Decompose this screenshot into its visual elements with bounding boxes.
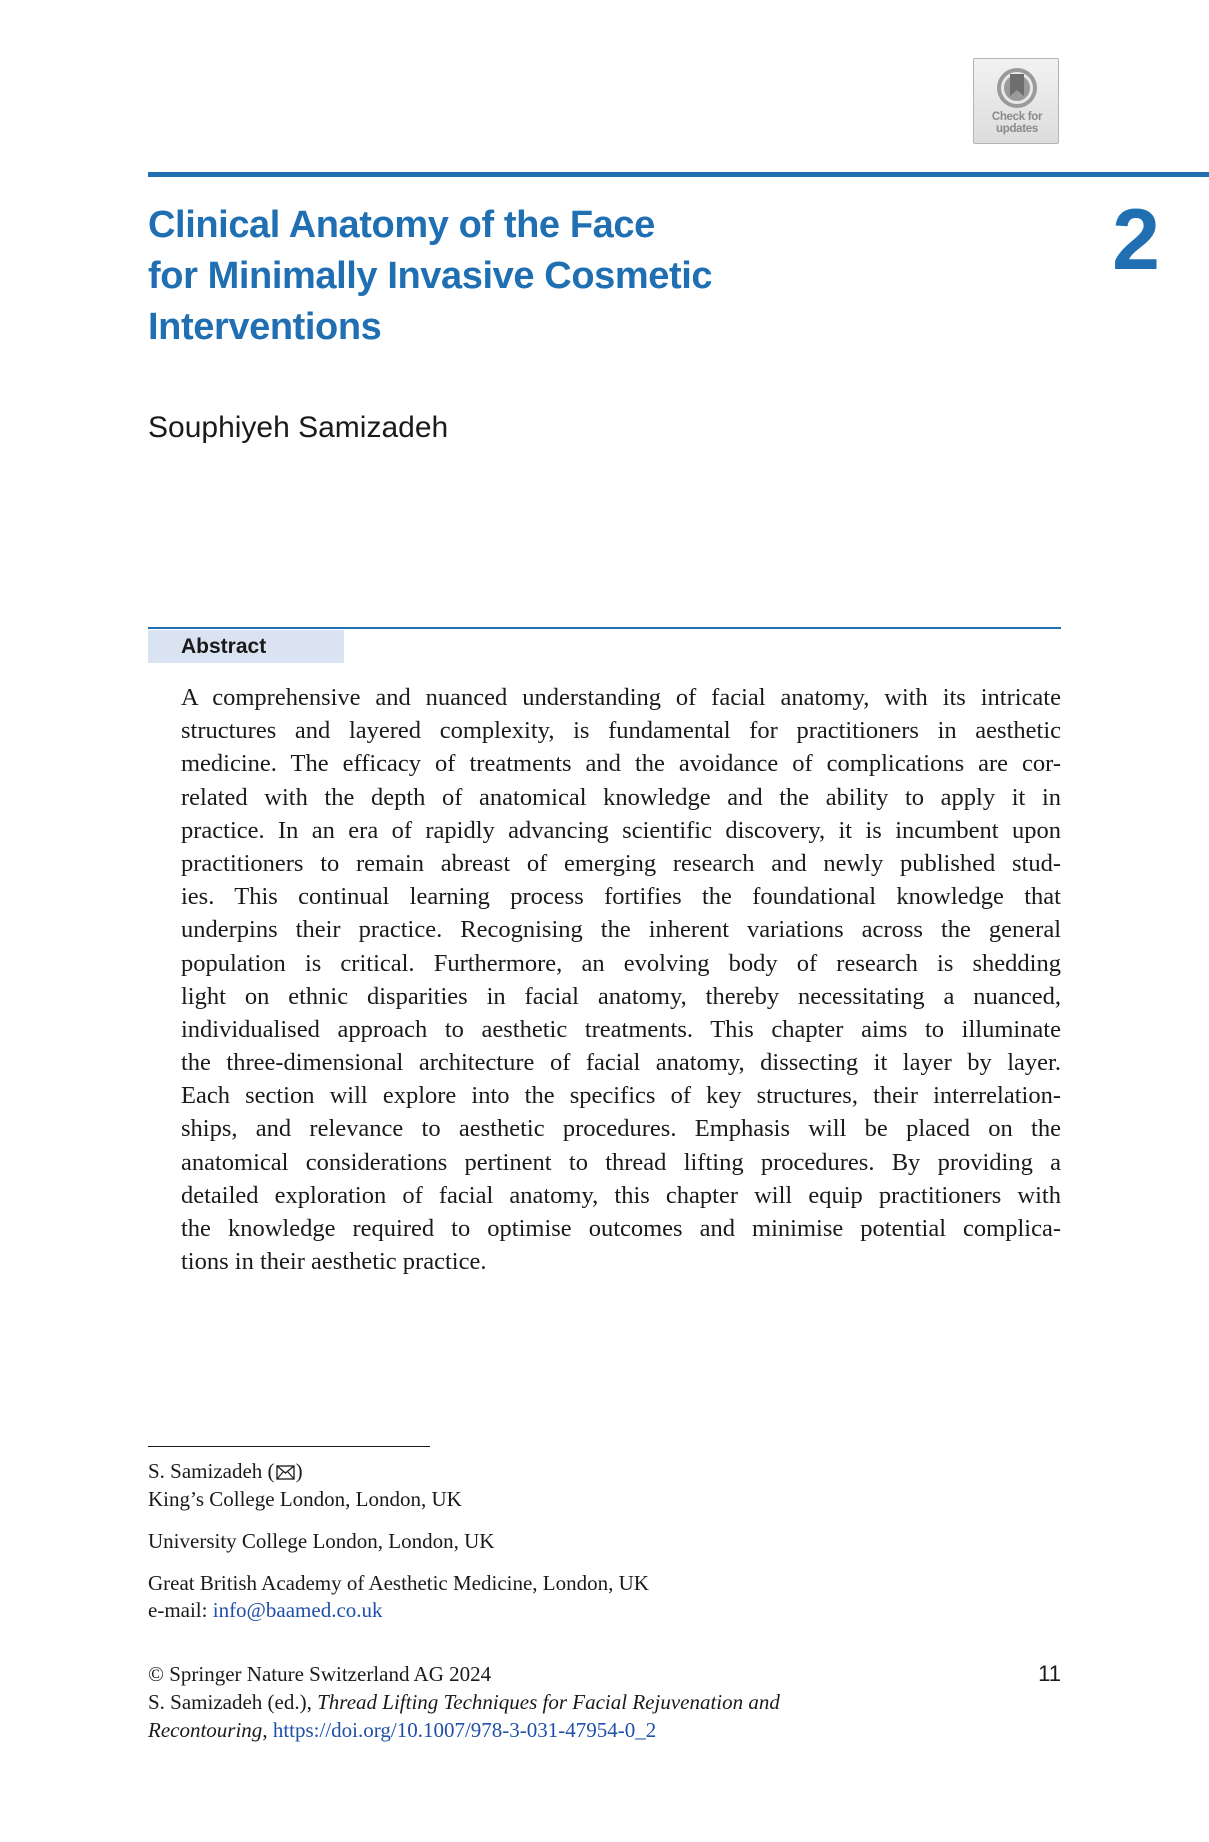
- abstract-line: individualised approach to aesthetic treatments. This chapter aims to illuminate: [181, 1015, 1061, 1043]
- copyright-line: © Springer Nature Switzerland AG 2024: [148, 1662, 492, 1686]
- abstract-line: underpins their practice. Recognising the inherent variations across the general: [181, 916, 1061, 944]
- chapter-title: [148, 200, 908, 353]
- abstract-line: the knowledge required to optimise outcomes and minimise potential complica-: [181, 1215, 1061, 1242]
- footnote-rule: [148, 1446, 430, 1447]
- citation-line-2: [148, 1716, 656, 1744]
- crossmark-bookmark-icon: [994, 65, 1040, 111]
- book-title-continued: Recontouring: [148, 1718, 263, 1742]
- abstract-heading: Abstract: [148, 630, 344, 663]
- affiliation-2: University College London, London, UK: [148, 1529, 495, 1553]
- abstract-line: light on ethnic disparities in facial anatomy, thereby necessitating a nuanced,: [181, 982, 1061, 1010]
- affiliation-1: King’s College London, London, UK: [148, 1487, 462, 1511]
- abstract-line: the three-dimensional architecture of facial anatomy, dissecting it layer by layer.: [181, 1049, 1061, 1077]
- badge-label: Check for updates: [991, 111, 1043, 135]
- abstract-line: ies. This continual learning process fortifies the foundational knowledge that: [181, 883, 1061, 911]
- author-contact: [148, 1457, 303, 1485]
- email-label: e-mail:: [148, 1598, 213, 1622]
- book-title: Thread Lifting Techniques for Facial Rejuvenation and: [317, 1690, 780, 1714]
- email-line: [148, 1596, 383, 1624]
- abstract-line: practitioners to remain abreast of emerging research and newly published stud-: [181, 849, 1061, 877]
- abstract-line: Each section will explore into the specifics of key structures, their interrelation-: [181, 1082, 1061, 1110]
- email-link[interactable]: info@baamed.co.uk: [212, 1598, 383, 1622]
- abstract-line: practice. In an era of rapidly advancing scientific discovery, it is incumbent upon: [181, 816, 1061, 844]
- affiliation-3: Great British Academy of Aesthetic Medicine, London, UK: [148, 1571, 649, 1595]
- chapter-title-line: Interventions: [148, 306, 382, 348]
- chapter-title-line: for Minimally Invasive Cosmetic: [148, 255, 713, 297]
- chapter-top-rule: [148, 172, 1209, 177]
- citation-line-1: [148, 1688, 780, 1716]
- abstract-line: ships, and relevance to aesthetic procedures. Emphasis will be placed on the: [181, 1115, 1061, 1143]
- chapter-title-line: Clinical Anatomy of the Face: [148, 204, 655, 246]
- page-number: 11: [1038, 1661, 1061, 1686]
- abstract-text: [181, 681, 1061, 1278]
- abstract-rule: [148, 627, 1061, 629]
- chapter-number: 2: [1112, 192, 1160, 288]
- abstract-line: anatomical considerations pertinent to thread lifting procedures. By providing a: [181, 1148, 1061, 1176]
- check-for-updates-badge[interactable]: [973, 58, 1059, 144]
- abstract-line: structures and layered complexity, is fundamental for practitioners in aesthetic: [181, 717, 1061, 745]
- abstract-line: medicine. The efficacy of treatments and the avoidance of complications are cor-: [181, 750, 1061, 778]
- envelope-icon[interactable]: [276, 1465, 295, 1480]
- abstract-line: population is critical. Furthermore, an evolving body of research is shedding: [181, 949, 1061, 977]
- doi-link[interactable]: https://doi.org/10.1007/978-3-031-47954-0_2: [272, 1718, 657, 1742]
- author-name: Souphiyeh Samizadeh: [148, 411, 449, 444]
- citation-editor: S. Samizadeh (ed.),: [148, 1690, 318, 1714]
- author-short-name: S. Samizadeh (: [148, 1459, 275, 1483]
- citation-separator: ,: [262, 1718, 273, 1742]
- abstract-line: tions in their aesthetic practice.: [181, 1248, 487, 1276]
- abstract-line: A comprehensive and nuanced understanding of facial anatomy, with its intricate: [181, 684, 1061, 711]
- author-short-name-close: ): [295, 1459, 303, 1483]
- abstract-line: related with the depth of anatomical knowledge and the ability to apply it in: [181, 783, 1061, 811]
- abstract-line: detailed exploration of facial anatomy, this chapter will equip practitioners with: [181, 1181, 1061, 1209]
